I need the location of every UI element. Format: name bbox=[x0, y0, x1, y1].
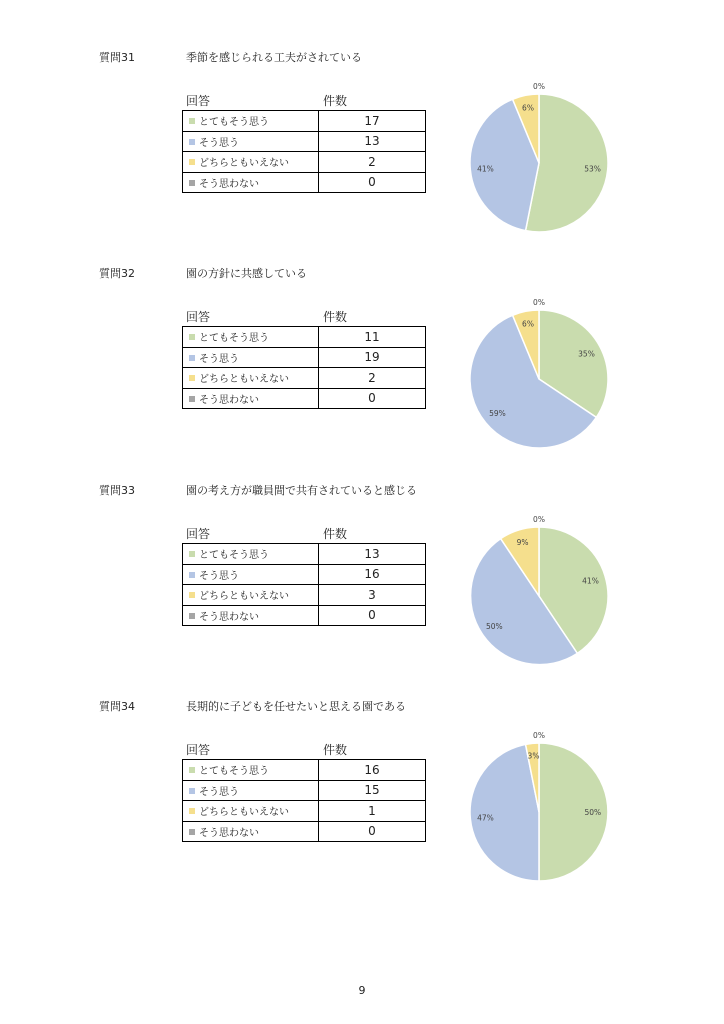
legend-swatch bbox=[189, 118, 195, 124]
question-number: 質問32 bbox=[99, 267, 135, 280]
answer-label: そう思う bbox=[199, 786, 239, 798]
answer-table bbox=[182, 759, 426, 842]
answer-cell bbox=[183, 585, 319, 606]
answer-cell bbox=[183, 131, 319, 152]
answer-cell bbox=[183, 388, 319, 409]
answer-cell bbox=[183, 544, 319, 565]
legend-swatch bbox=[189, 613, 195, 619]
count-cell: 13 bbox=[319, 131, 426, 152]
count-cell: 0 bbox=[319, 172, 426, 193]
data-label: 50% bbox=[485, 621, 503, 631]
question-number: 質問34 bbox=[99, 700, 135, 713]
question-title: 園の方針に共感している bbox=[186, 267, 307, 280]
pie-chart bbox=[456, 506, 626, 676]
table-row bbox=[183, 347, 426, 368]
answer-column-header: 回答 bbox=[186, 310, 211, 324]
table-row bbox=[183, 111, 426, 132]
answer-label: どちらともいえない bbox=[199, 374, 289, 386]
data-label: 41% bbox=[477, 164, 494, 174]
count-cell: 0 bbox=[319, 605, 426, 626]
answer-label: そう思う bbox=[199, 570, 239, 582]
legend-swatch bbox=[189, 375, 195, 381]
answer-label: どちらともいえない bbox=[199, 591, 289, 603]
table-row bbox=[183, 131, 426, 152]
answer-cell bbox=[183, 172, 319, 193]
data-label: 59% bbox=[489, 409, 506, 419]
count-cell: 17 bbox=[319, 111, 426, 132]
pie-chart bbox=[456, 722, 626, 892]
answer-label: そう思う bbox=[199, 137, 239, 149]
data-label: 41% bbox=[582, 576, 599, 586]
count-cell: 1 bbox=[319, 801, 426, 822]
count-cell: 2 bbox=[319, 152, 426, 173]
count-cell: 19 bbox=[319, 347, 426, 368]
pie-chart bbox=[456, 73, 626, 243]
answer-table bbox=[182, 543, 426, 626]
count-cell: 2 bbox=[319, 368, 426, 389]
table-row bbox=[183, 780, 426, 801]
legend-swatch bbox=[189, 808, 195, 814]
answer-cell bbox=[183, 605, 319, 626]
data-label: 3% bbox=[527, 751, 540, 761]
answer-cell bbox=[183, 368, 319, 389]
answer-column-header: 回答 bbox=[186, 527, 211, 541]
legend-swatch bbox=[189, 159, 195, 165]
answer-cell bbox=[183, 152, 319, 173]
answer-table bbox=[182, 110, 426, 193]
count-cell: 16 bbox=[319, 564, 426, 585]
answer-label: そう思わない bbox=[199, 178, 259, 190]
answer-cell bbox=[183, 564, 319, 585]
legend-swatch bbox=[189, 139, 195, 145]
table-row bbox=[183, 760, 426, 781]
answer-label: どちらともいえない bbox=[199, 158, 289, 170]
legend-swatch bbox=[189, 572, 195, 578]
data-label: 0% bbox=[533, 298, 545, 307]
question-section bbox=[0, 267, 724, 483]
legend-swatch bbox=[189, 180, 195, 186]
count-column-header: 件数 bbox=[323, 527, 348, 541]
table-row bbox=[183, 152, 426, 173]
question-number: 質問33 bbox=[99, 484, 135, 497]
count-cell: 11 bbox=[319, 327, 426, 348]
question-title: 長期的に子どもを任せたいと思える園である bbox=[186, 700, 406, 713]
data-label: 50% bbox=[584, 808, 602, 817]
answer-label: とてもそう思う bbox=[199, 766, 269, 778]
answer-label: どちらともいえない bbox=[199, 807, 289, 819]
answer-cell bbox=[183, 780, 319, 801]
answer-column-header: 回答 bbox=[186, 94, 211, 108]
count-cell: 0 bbox=[319, 821, 426, 842]
question-title: 季節を感じられる工夫がされている bbox=[186, 51, 362, 64]
count-cell: 15 bbox=[319, 780, 426, 801]
legend-swatch bbox=[189, 592, 195, 598]
answer-cell bbox=[183, 821, 319, 842]
count-cell: 3 bbox=[319, 585, 426, 606]
data-label: 47% bbox=[477, 813, 494, 823]
data-label: 0% bbox=[533, 82, 545, 91]
data-label: 0% bbox=[533, 731, 545, 740]
answer-column-header: 回答 bbox=[186, 743, 211, 757]
answer-label: そう思わない bbox=[199, 827, 259, 839]
legend-swatch bbox=[189, 334, 195, 340]
table-row bbox=[183, 801, 426, 822]
count-cell: 13 bbox=[319, 544, 426, 565]
pie-chart bbox=[456, 289, 626, 459]
data-label: 0% bbox=[533, 515, 545, 524]
answer-label: とてもそう思う bbox=[199, 117, 269, 129]
table-row bbox=[183, 544, 426, 565]
table-row bbox=[183, 585, 426, 606]
answer-cell bbox=[183, 347, 319, 368]
answer-table bbox=[182, 326, 426, 409]
table-row bbox=[183, 327, 426, 348]
data-label: 6% bbox=[522, 103, 534, 113]
table-row bbox=[183, 564, 426, 585]
data-label: 6% bbox=[522, 319, 534, 329]
answer-cell bbox=[183, 760, 319, 781]
question-section bbox=[0, 484, 724, 700]
answer-label: そう思わない bbox=[199, 394, 259, 406]
answer-label: そう思わない bbox=[199, 611, 259, 623]
count-column-header: 件数 bbox=[323, 310, 348, 324]
count-cell: 16 bbox=[319, 760, 426, 781]
table-row bbox=[183, 821, 426, 842]
question-title: 園の考え方が職員間で共有されていると感じる bbox=[186, 484, 417, 497]
table-row bbox=[183, 605, 426, 626]
answer-label: とてもそう思う bbox=[199, 550, 269, 562]
count-column-header: 件数 bbox=[323, 94, 348, 108]
answer-label: とてもそう思う bbox=[199, 333, 269, 345]
legend-swatch bbox=[189, 396, 195, 402]
answer-label: そう思う bbox=[199, 353, 239, 365]
legend-swatch bbox=[189, 788, 195, 794]
data-label: 35% bbox=[578, 349, 595, 359]
legend-swatch bbox=[189, 767, 195, 773]
data-label: 53% bbox=[584, 164, 601, 174]
legend-swatch bbox=[189, 551, 195, 557]
answer-cell bbox=[183, 327, 319, 348]
legend-swatch bbox=[189, 355, 195, 361]
data-label: 9% bbox=[516, 537, 529, 547]
count-column-header: 件数 bbox=[323, 743, 348, 757]
question-number: 質問31 bbox=[99, 51, 135, 64]
legend-swatch bbox=[189, 829, 195, 835]
answer-cell bbox=[183, 111, 319, 132]
answer-cell bbox=[183, 801, 319, 822]
table-row bbox=[183, 388, 426, 409]
page-number: 9 bbox=[358, 984, 366, 997]
question-section bbox=[0, 700, 724, 916]
question-section bbox=[0, 51, 724, 267]
count-cell: 0 bbox=[319, 388, 426, 409]
table-row bbox=[183, 172, 426, 193]
table-row bbox=[183, 368, 426, 389]
